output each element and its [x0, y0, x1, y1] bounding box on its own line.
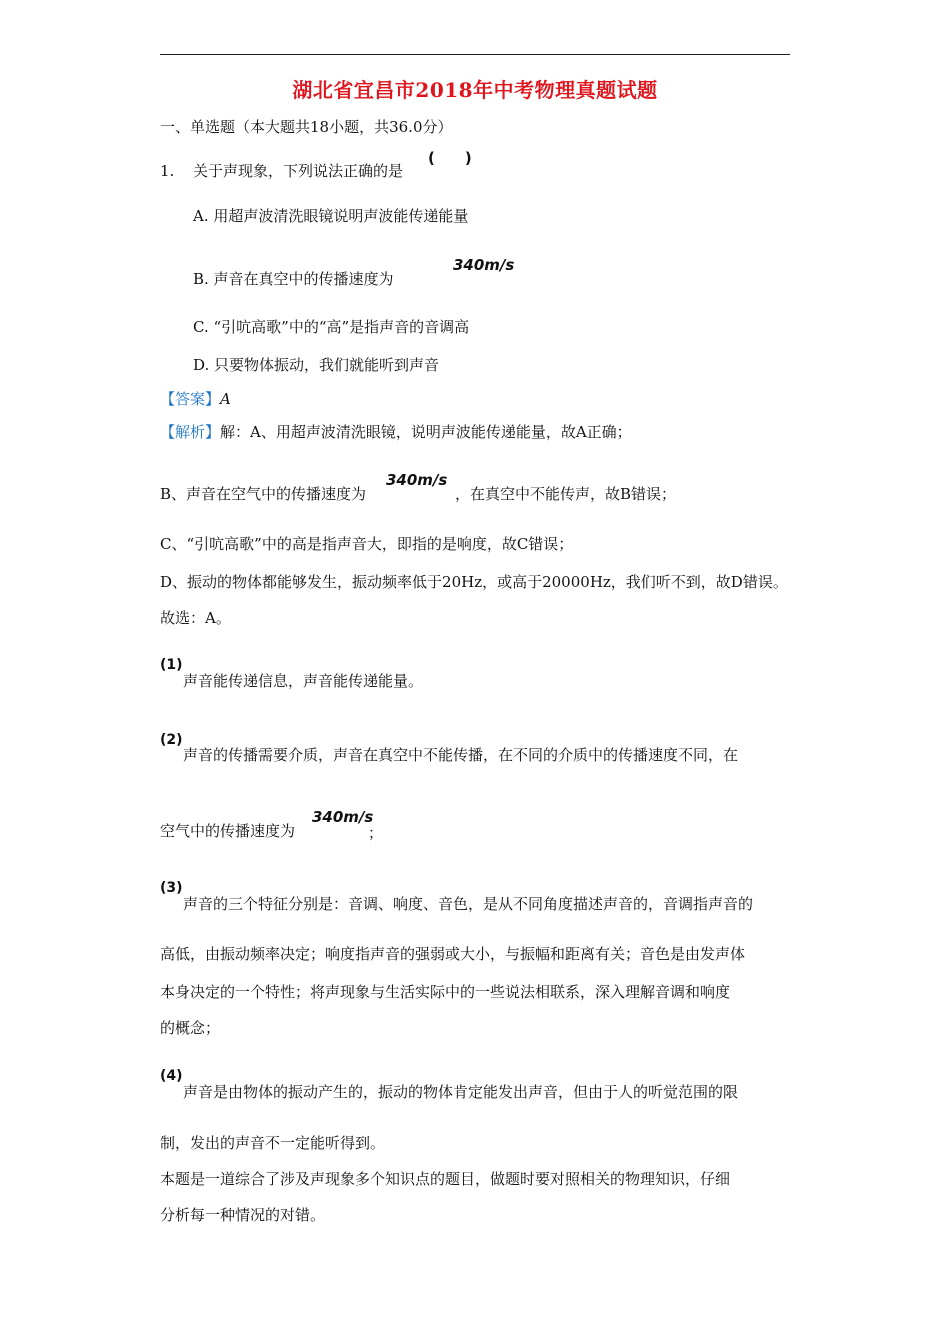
note-4-text: 声音是由物体的振动产生的，振动的物体肯定能发出声音，但由于人的听觉范围的限 [183, 1083, 739, 1101]
option-c: C. “引吭高歌”中的“高”是指声音的音调高 [193, 318, 470, 336]
note-2-text: 声音的传播需要介质，声音在真空中不能传播，在不同的介质中的传播速度不同，在 [183, 746, 739, 764]
option-d: D. 只要物体振动，我们就能听到声音 [193, 356, 440, 374]
analysis-line-1 [160, 422, 632, 442]
analysis-label: 【解析】 [160, 423, 221, 441]
option-b: B. 声音在真空中的传播速度为 [193, 270, 394, 288]
analysis-text-1: 解：A、用超声波清洗眼镜，说明声波能传递能量，故A正确； [220, 423, 632, 441]
analysis-line-2b: ，在真空中不能传声，故B错误； [455, 485, 677, 503]
note-3-line-3: 本身决定的一个特性；将声现象与生活实际中的一些说法相联系，深入理解音调和响度 [160, 983, 731, 1001]
note-2-cont-a: 空气中的传播速度为 [160, 822, 296, 840]
header-rule [160, 54, 790, 55]
option-a: A. 用超声波清洗眼镜说明声波能传递能量 [193, 207, 469, 225]
question-stem: 关于声现象，下列说法正确的是 [193, 162, 404, 180]
page-title: 湖北省宜昌市2018年中考物理真题试题 [292, 78, 658, 102]
analysis-formula: 340m/s [386, 471, 448, 489]
option-b-formula: 340m/s [453, 256, 515, 274]
note-3-text: 声音的三个特征分别是：音调、响度、音色，是从不同角度描述声音的，音调指声音的 [183, 895, 754, 913]
question-number: 1. [160, 162, 175, 180]
answer-blank: ( ) [428, 149, 472, 167]
note-3-number: (3) [160, 880, 183, 896]
note-1-text: 声音能传递信息，声音能传递能量。 [183, 672, 424, 690]
answer-label: 【答案】 [160, 390, 221, 408]
note-4-number: (4) [160, 1068, 183, 1084]
answer-value: A [220, 390, 231, 408]
note-2-cont-b: ； [368, 824, 384, 842]
note-2-formula: 340m/s [312, 808, 374, 826]
note-4-line-2: 制，发出的声音不一定能听得到。 [160, 1134, 386, 1152]
analysis-line-4: D、振动的物体都能够发生，振动频率低于20Hz，或高于20000Hz，我们听不到，故D错误。 [160, 573, 788, 591]
note-1-number: (1) [160, 657, 183, 673]
section-heading: 一、单选题（本大题共18小题，共36.0分） [160, 118, 453, 136]
analysis-line-2a: B、声音在空气中的传播速度为 [160, 485, 367, 503]
answer-line [160, 389, 231, 409]
analysis-line-3: C、“引吭高歌”中的高是指声音大，即指的是响度，故C错误； [160, 535, 574, 553]
analysis-line-5: 故选：A。 [160, 609, 231, 627]
note-2-number: (2) [160, 732, 183, 748]
summary-line-1: 本题是一道综合了涉及声现象多个知识点的题目，做题时要对照相关的物理知识，仔细 [160, 1170, 731, 1188]
note-3-line-2: 高低，由振动频率决定；响度指声音的强弱或大小，与振幅和距离有关；音色是由发声体 [160, 945, 746, 963]
summary-line-2: 分析每一种情况的对错。 [160, 1206, 326, 1224]
note-3-line-4: 的概念； [160, 1019, 221, 1037]
